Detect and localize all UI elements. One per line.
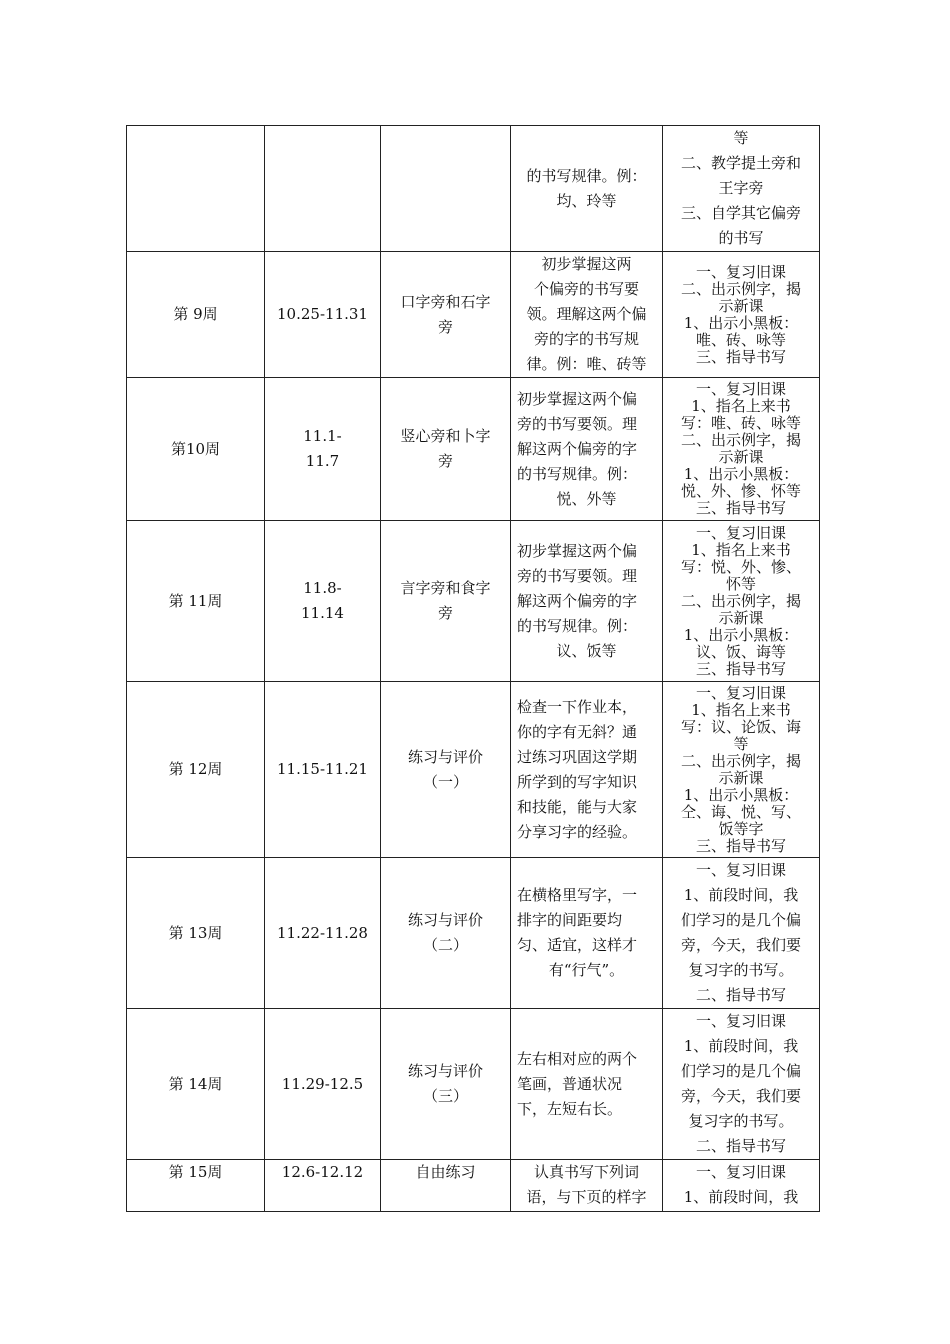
week-text [133,589,258,614]
topic-text [387,745,504,795]
cell-line: 有“行气”。 [548,961,625,979]
cell-line: 示新课 [718,768,764,787]
week-text [133,757,258,782]
cell-line: 11.14 [301,604,344,622]
steps-cell [663,126,820,252]
cell-line: 11.7 [305,452,340,470]
cell-line: 第 9周 [173,305,218,323]
week-cell [127,682,265,858]
cell-line: 第10周 [170,439,221,458]
date-cell [265,252,381,378]
topic-cell [381,126,511,252]
cell-line: 旁 [437,604,453,622]
cell-line: 旁的字的书写规 [533,330,639,348]
steps-text [669,264,813,366]
topic-text [387,576,504,626]
cell-line: 11.8- [303,579,342,597]
topic-cell [381,858,511,1009]
cell-line: 写：悦、外、惨、 [680,557,801,576]
topic-text [387,1160,504,1185]
cell-line: 和技能，能与大家 [517,797,638,816]
steps-text [669,381,813,517]
week-cell [127,858,265,1009]
cell-line: 左右相对应的两个 [517,1049,638,1068]
steps-cell [663,682,820,858]
cell-line: 领。理解这两个偏 [526,305,647,323]
cell-line: 竖心旁和卜字 [400,427,491,445]
cell-line: 1、指名上来书 [691,700,791,719]
cell-line: 们学习的是几个偏 [680,911,801,929]
cell-line: 练习与评价 [407,911,483,929]
cell-line: 二、出示例字，揭 [680,591,801,610]
goal-cell [511,682,663,858]
cell-line: 一、复习旧课 [695,380,786,398]
goal-text [517,883,656,983]
goal-cell [511,126,663,252]
week-text [133,1160,258,1185]
cell-line: 议、饭、诲等 [695,642,786,661]
topic-cell [381,252,511,378]
cell-line: 旁，今天，我们要 [680,1087,801,1105]
date-cell [265,378,381,521]
goal-text [517,1160,656,1210]
date-text [271,1072,374,1097]
cell-line: 仝、诲、悦、写、 [680,802,801,821]
topic-text [387,908,504,958]
steps-text [669,858,813,1008]
cell-line: 解这两个偏旁的字 [517,591,638,610]
cell-line: 认真书写下列词 [533,1163,639,1181]
date-cell [265,1160,381,1212]
cell-line: 一、复习旧课 [695,683,786,702]
cell-line: 等 [733,129,749,147]
goal-cell [511,858,663,1009]
cell-line: 一、复习旧课 [695,523,786,542]
cell-line: 唯、砖、咏等 [695,330,786,349]
cell-line: 自由练习 [415,1163,476,1181]
cell-line: 练习与评价 [407,1062,483,1080]
cell-line: 律。例：唯、砖等 [526,355,647,373]
cell-line: 1、前段时间，我 [683,886,799,904]
cell-line: 第 13周 [168,923,223,942]
cell-line: 12.6-12.12 [281,1163,364,1181]
cell-line: 王字旁 [718,179,764,197]
week-cell [127,1009,265,1160]
steps-cell [663,378,820,521]
cell-line: 二、指导书写 [695,1137,786,1155]
cell-line: 1、前段时间，我 [683,1188,799,1206]
cell-line: 的书写规律。例： [517,616,638,635]
cell-line: 11.1- [303,427,342,445]
cell-line: 分享习字的经验。 [517,822,638,841]
week-cell [127,521,265,682]
steps-text [669,1160,813,1210]
table-row [127,521,820,682]
cell-line: 11.15-11.21 [277,760,368,778]
cell-line: 们学习的是几个偏 [680,1062,801,1080]
table-row [127,1160,820,1212]
steps-text [669,525,813,678]
cell-line: 在横格里写字，一 [517,886,638,904]
week-cell [127,378,265,521]
cell-line: 初步掌握这两个偏 [517,541,638,560]
date-text [271,302,374,327]
cell-line: 饭等字 [718,819,764,838]
cell-line: 一、复习旧课 [695,861,786,879]
topic-text [387,424,504,474]
week-text [133,921,258,946]
cell-line: 检查一下作业本， [517,697,638,716]
cell-line: 过练习巩固这学期 [517,747,638,766]
goal-text [517,252,656,377]
cell-line: 等 [733,734,749,753]
date-text [271,921,374,946]
topic-cell [381,378,511,521]
cell-line: 写：议、论饭、诲 [680,717,801,736]
date-cell [265,682,381,858]
goal-text [517,387,656,512]
date-cell [265,521,381,682]
table-row [127,858,820,1009]
cell-line: 议、饭等 [556,641,617,660]
cell-line: 下，左短右长。 [517,1099,623,1118]
cell-line: 的书写规律。例： [517,464,638,483]
cell-line: 你的字有无斜？通 [517,722,638,741]
cell-line: 旁 [437,317,453,336]
date-text [271,757,374,782]
steps-cell [663,858,820,1009]
cell-line: 第 12周 [168,760,223,778]
cell-line: 复习字的书写。 [688,961,794,979]
goal-text [517,539,656,664]
topic-cell [381,1009,511,1160]
cell-line: 第 14周 [168,1074,223,1093]
cell-line: 一、复习旧课 [695,262,786,281]
steps-cell [663,521,820,682]
cell-line: 练习与评价 [407,747,483,766]
goal-text [517,164,656,214]
cell-line: （二） [422,936,468,954]
cell-line: 初步掌握这两个偏 [517,389,638,408]
date-cell [265,858,381,1009]
cell-line: 旁的书写要领。理 [517,566,638,585]
week-cell [127,252,265,378]
cell-line: 1、前段时间，我 [683,1037,799,1055]
cell-line: 三、指导书写 [695,659,786,678]
cell-line: 的书写规律。例： [526,166,647,185]
week-text [133,1072,258,1097]
topic-text [387,1059,504,1109]
cell-line: 写：唯、砖、咏等 [680,414,801,432]
cell-line: 三、指导书写 [695,836,786,855]
cell-line: 的书写 [718,229,764,247]
cell-line: 个偏旁的书写要 [533,280,639,298]
cell-line: 初步掌握这两 [541,255,632,273]
cell-line: 示新课 [718,448,764,466]
cell-line: 语，与下页的样字 [526,1188,647,1206]
teaching-plan-table [126,125,820,1212]
cell-line: 二、教学提土旁和 [680,154,801,172]
cell-line: 11.22-11.28 [277,923,368,942]
cell-line: 旁 [437,452,453,470]
cell-line: 解这两个偏旁的字 [517,439,638,458]
cell-line: 二、出示例字，揭 [680,279,801,298]
cell-line: 排字的间距要均 [517,911,623,929]
topic-cell [381,1160,511,1212]
week-cell [127,1160,265,1212]
steps-cell [663,1009,820,1160]
cell-line: 笔画，普通状况 [517,1074,623,1093]
steps-text [669,126,813,251]
cell-line: 1、指名上来书 [691,540,791,559]
table-row [127,378,820,521]
cell-line: 10.25-11.31 [277,305,368,323]
topic-cell [381,682,511,858]
cell-line: 第 11周 [168,591,223,610]
week-cell [127,126,265,252]
table-row [127,682,820,858]
steps-text [669,685,813,855]
cell-line: 示新课 [718,608,764,627]
table-row [127,126,820,252]
cell-line: 一、复习旧课 [695,1012,786,1030]
cell-line: 匀、适宜，这样才 [517,936,638,954]
cell-line: 二、出示例字，揭 [680,751,801,770]
steps-text [669,1009,813,1159]
cell-line: 复习字的书写。 [688,1112,794,1130]
cell-line: 1、出示小黑板： [683,625,799,644]
cell-line: 三、指导书写 [695,347,786,366]
cell-line: 1、出示小黑板： [683,785,799,804]
cell-line: 三、自学其它偏旁 [680,204,801,222]
cell-line: 口字旁和石字 [400,292,491,311]
cell-line: 均、玲等 [556,191,617,210]
cell-line: 1、出示小黑板： [683,313,799,332]
goal-cell [511,1009,663,1160]
cell-line: 一、复习旧课 [695,1163,786,1181]
table-row [127,252,820,378]
week-text [133,437,258,462]
cell-line: 旁，今天，我们要 [680,936,801,954]
cell-line: 1、指名上来书 [691,397,791,415]
topic-text [387,290,504,340]
steps-cell [663,1160,820,1212]
cell-line: 悦、外、惨、怀等 [680,482,801,500]
cell-line: 第 15周 [168,1163,223,1181]
goal-cell [511,521,663,682]
date-cell [265,126,381,252]
cell-line: 所学到的写字知识 [517,772,638,791]
cell-line: 二、出示例字，揭 [680,431,801,449]
steps-cell [663,252,820,378]
date-cell [265,1009,381,1160]
goal-text [517,695,656,845]
cell-line: 怀等 [725,574,756,593]
goal-text [517,1047,656,1122]
cell-line: 言字旁和食字 [400,579,491,597]
cell-line: 1、出示小黑板： [683,465,799,483]
goal-cell [511,378,663,521]
cell-line: 旁的书写要领。理 [517,414,638,433]
cell-line: （三） [422,1087,468,1105]
date-text [271,424,374,474]
goal-cell [511,252,663,378]
topic-cell [381,521,511,682]
table-row [127,1009,820,1160]
cell-line: 示新课 [718,296,764,315]
goal-cell [511,1160,663,1212]
cell-line: 悦、外等 [556,489,617,508]
teaching-plan-body [127,126,820,1212]
cell-line: 二、指导书写 [695,986,786,1004]
cell-line: 11.29-12.5 [281,1074,364,1093]
week-text [133,302,258,327]
date-text [271,1160,374,1185]
cell-line: （一） [422,772,468,791]
date-text [271,576,374,626]
cell-line: 三、指导书写 [695,499,786,517]
